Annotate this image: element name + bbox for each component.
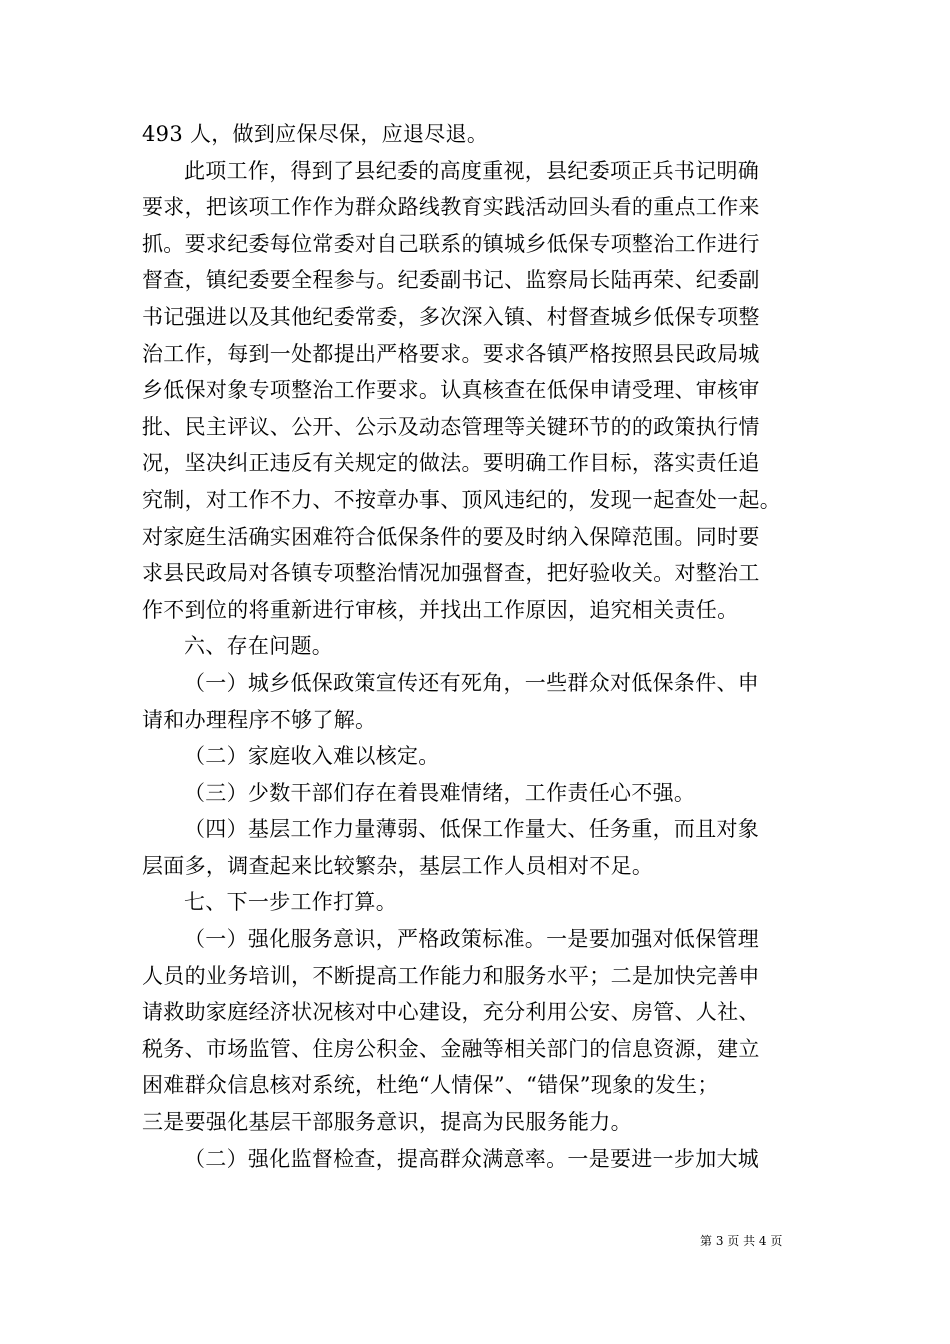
- text-line: 督查，镇纪委要全程参与。纪委副书记、监察局长陆再荣、纪委副: [142, 268, 760, 293]
- text-line: 493 人，做到应保尽保，应退尽退。: [142, 122, 489, 146]
- text-line: 治工作，每到一处都提出严格要求。要求各镇严格按照县民政局城: [142, 341, 760, 366]
- paragraph: [142, 665, 818, 738]
- text-line: 究制，对工作不力、不按章办事、顶风违纪的，发现一起查处一起。: [142, 487, 781, 512]
- text-line: 此项工作，得到了县纪委的高度重视，县纪委项正兵书记明确: [184, 158, 760, 183]
- text-line: （二）强化监督检查，提高群众满意率。一是要进一步加大城: [184, 1146, 760, 1171]
- text-line: （三）少数干部们存在着畏难情绪，工作责任心不强。: [184, 780, 696, 805]
- paragraph: [142, 775, 818, 812]
- paragraph: [142, 1141, 818, 1178]
- text-line: 层面多，调查起来比较繁杂，基层工作人员相对不足。: [142, 853, 654, 878]
- text-line: （一）城乡低保政策宣传还有死角，一些群众对低保条件、申: [184, 670, 760, 695]
- text-line: 况，坚决纠正违反有关规定的做法。要明确工作目标，落实责任追: [142, 451, 760, 476]
- paragraph: [142, 738, 818, 775]
- paragraph: [142, 921, 818, 1141]
- paragraph: [142, 116, 818, 153]
- text-line: 要求，把该项工作作为群众路线教育实践活动回头看的重点工作来: [142, 195, 760, 220]
- text-line: 抓。要求纪委每位常委对自己联系的镇城乡低保专项整治工作进行: [142, 231, 760, 256]
- text-line: 七、下一步工作打算。: [184, 890, 397, 915]
- text-line: 人员的业务培训，不断提高工作能力和服务水平；二是加快完善申: [142, 963, 760, 988]
- section-heading: [142, 884, 818, 921]
- text-line: 作不到位的将重新进行审核，并找出工作原因，追究相关责任。: [142, 597, 739, 622]
- text-line: 求县民政局对各镇专项整治情况加强督查，把好验收关。对整治工: [142, 561, 760, 586]
- section-heading: [142, 628, 818, 665]
- text-line: 税务、市场监管、住房公积金、金融等相关部门的信息资源，建立: [142, 1036, 760, 1061]
- document-body: [142, 116, 818, 1177]
- text-line: （四）基层工作力量薄弱、低保工作量大、任务重，而且对象: [184, 817, 760, 842]
- text-line: 请救助家庭经济状况核对中心建设，充分利用公安、房管、人社、: [142, 1000, 760, 1025]
- text-line: 请和办理程序不够了解。: [142, 707, 377, 732]
- text-line: （二）家庭收入难以核定。: [184, 744, 440, 769]
- paragraph: [142, 811, 818, 884]
- page-number: 第 3 页 共 4 页: [700, 1234, 783, 1248]
- text-line: 对家庭生活确实困难符合低保条件的要及时纳入保障范围。同时要: [142, 524, 760, 549]
- text-line: （一）强化服务意识，严格政策标准。一是要加强对低保管理: [184, 927, 760, 952]
- text-line: 乡低保对象专项整治工作要求。认真核查在低保申请受理、审核审: [142, 378, 760, 403]
- paragraph: [142, 153, 818, 629]
- text-line: 批、民主评议、公开、公示及动态管理等关键环节的的政策执行情: [142, 414, 760, 439]
- text-line: 困难群众信息核对系统，杜绝“人情保”、“错保”现象的发生；: [142, 1073, 719, 1098]
- text-line: 六、存在问题。: [184, 634, 334, 659]
- text-line: 书记强进以及其他纪委常委，多次深入镇、村督查城乡低保专项整: [142, 304, 760, 329]
- text-line: 三是要强化基层干部服务意识，提高为民服务能力。: [142, 1110, 632, 1135]
